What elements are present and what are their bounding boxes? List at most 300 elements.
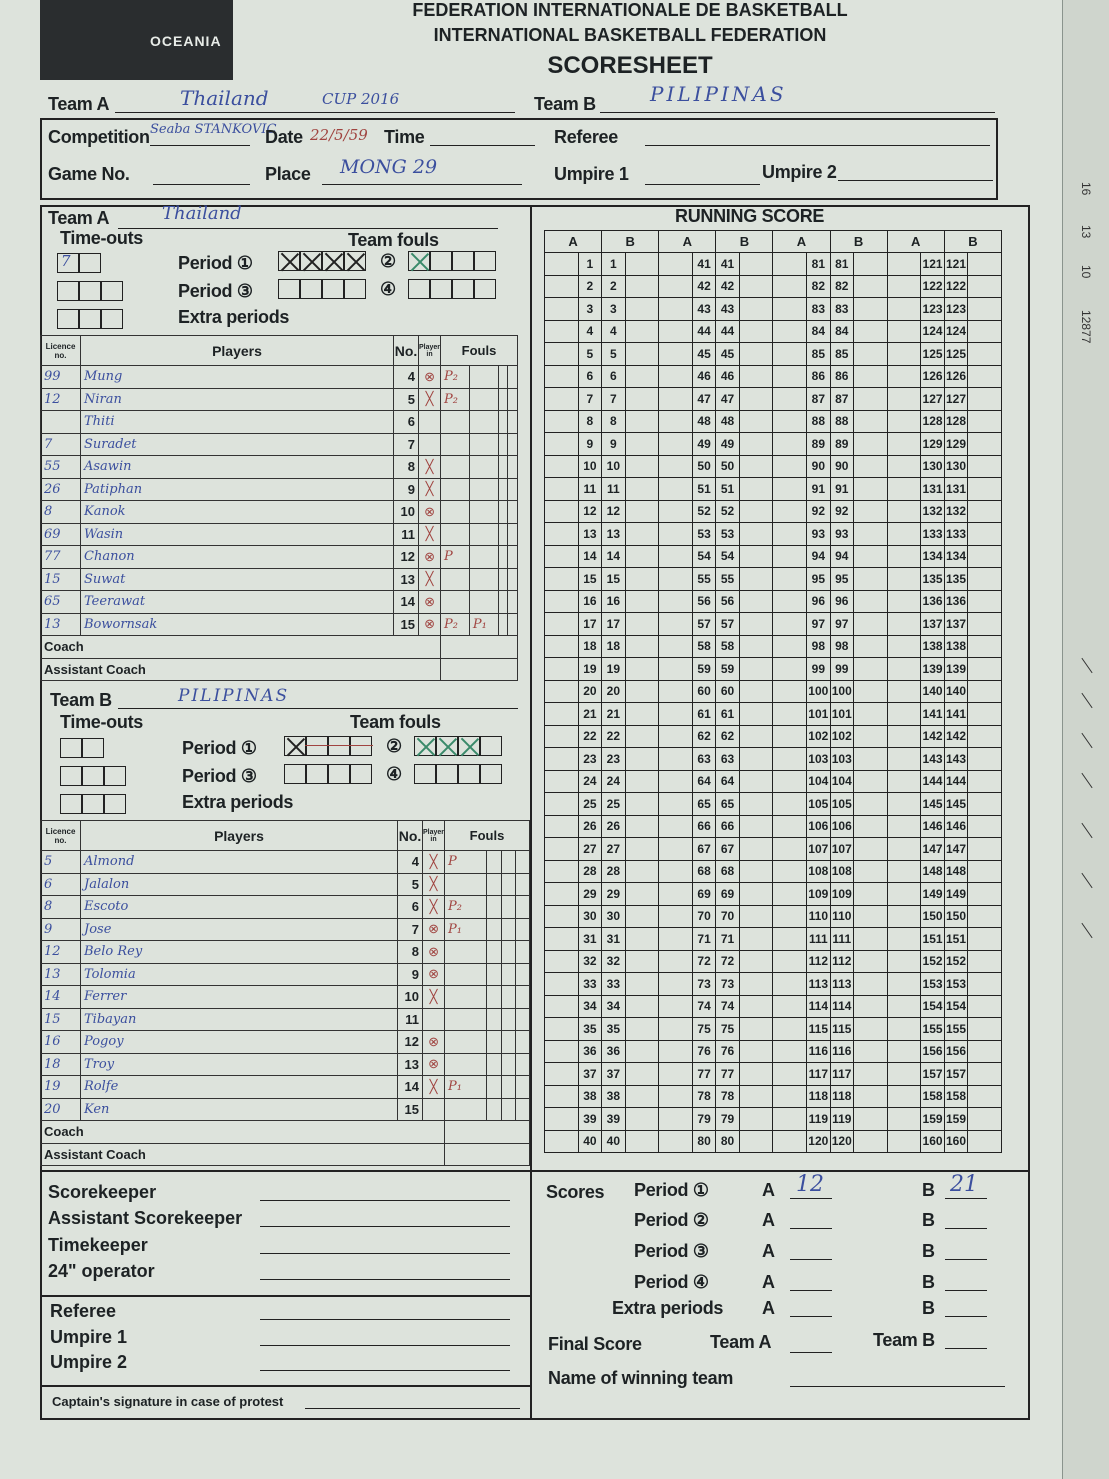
score-number-a[interactable]: 1 [578, 253, 601, 276]
score-number-b[interactable]: 129 [944, 433, 967, 456]
score-mark-a[interactable] [887, 815, 921, 838]
score-mark-a[interactable] [887, 1085, 921, 1108]
score-number-a[interactable]: 153 [921, 973, 944, 996]
score-number-b[interactable]: 120 [830, 1130, 853, 1153]
score-number-a[interactable]: 148 [921, 860, 944, 883]
score-number-a[interactable]: 127 [921, 388, 944, 411]
score-mark-b[interactable] [739, 410, 773, 433]
score-mark-a[interactable] [773, 748, 807, 771]
foul-2-cell[interactable] [487, 941, 501, 964]
score-mark-b[interactable] [968, 635, 1002, 658]
score-mark-b[interactable] [854, 680, 888, 703]
score-number-a[interactable]: 151 [921, 928, 944, 951]
score-number-b[interactable]: 124 [944, 320, 967, 343]
score-mark-b[interactable] [968, 1130, 1002, 1153]
foul-1-cell[interactable] [445, 941, 487, 964]
score-mark-b[interactable] [968, 748, 1002, 771]
score-number-a[interactable]: 50 [692, 455, 715, 478]
score-mark-b[interactable] [625, 545, 659, 568]
score-number-a[interactable]: 143 [921, 748, 944, 771]
score-mark-b[interactable] [739, 568, 773, 591]
score-number-a[interactable]: 103 [807, 748, 830, 771]
score-number-b[interactable]: 156 [944, 1040, 967, 1063]
score-mark-b[interactable] [854, 1040, 888, 1063]
score-mark-b[interactable] [625, 838, 659, 861]
team-a-foul-p1-2[interactable] [300, 251, 322, 271]
score-mark-b[interactable] [968, 568, 1002, 591]
score-mark-a[interactable] [773, 613, 807, 636]
score-number-a[interactable]: 132 [921, 500, 944, 523]
score-mark-b[interactable] [968, 658, 1002, 681]
score-mark-a[interactable] [545, 478, 579, 501]
score-mark-b[interactable] [968, 478, 1002, 501]
score-number-b[interactable]: 118 [830, 1085, 853, 1108]
score-mark-a[interactable] [773, 523, 807, 546]
score-number-b[interactable]: 51 [716, 478, 739, 501]
score-number-a[interactable]: 3 [578, 298, 601, 321]
score-number-a[interactable]: 66 [692, 815, 715, 838]
score-mark-b[interactable] [625, 568, 659, 591]
score-number-a[interactable]: 81 [807, 253, 830, 276]
score-mark-b[interactable] [625, 1130, 659, 1153]
score-mark-a[interactable] [545, 1018, 579, 1041]
score-mark-a[interactable] [659, 883, 693, 906]
score-number-a[interactable]: 126 [921, 365, 944, 388]
score-mark-b[interactable] [854, 545, 888, 568]
score-mark-a[interactable] [659, 568, 693, 591]
score-mark-b[interactable] [968, 365, 1002, 388]
score-mark-a[interactable] [887, 365, 921, 388]
score-number-a[interactable]: 136 [921, 590, 944, 613]
foul-2-cell[interactable] [487, 1008, 501, 1031]
score-number-b[interactable]: 67 [716, 838, 739, 861]
score-mark-a[interactable] [887, 905, 921, 928]
score-mark-b[interactable] [968, 320, 1002, 343]
score-number-b[interactable]: 160 [944, 1130, 967, 1153]
score-mark-b[interactable] [854, 365, 888, 388]
score-mark-b[interactable] [625, 658, 659, 681]
foul-2-cell[interactable] [469, 411, 498, 434]
score-number-a[interactable]: 35 [578, 1018, 601, 1041]
score-number-b[interactable]: 83 [830, 298, 853, 321]
player-in-cell[interactable]: ╳ [419, 478, 441, 501]
score-number-b[interactable]: 9 [602, 433, 625, 456]
team-b-foul-p2-3[interactable] [458, 736, 480, 756]
score-mark-b[interactable] [968, 838, 1002, 861]
score-number-b[interactable]: 86 [830, 365, 853, 388]
score-mark-a[interactable] [545, 343, 579, 366]
score-number-a[interactable]: 114 [807, 995, 830, 1018]
player-in-cell[interactable]: ⊗ [423, 941, 445, 964]
score-mark-b[interactable] [625, 725, 659, 748]
score-mark-b[interactable] [625, 343, 659, 366]
score-mark-b[interactable] [968, 1040, 1002, 1063]
team-a-foul-p3-1[interactable] [278, 279, 300, 299]
score-number-b[interactable]: 113 [830, 973, 853, 996]
score-mark-a[interactable] [545, 1040, 579, 1063]
score-number-b[interactable]: 65 [716, 793, 739, 816]
score-mark-b[interactable] [739, 680, 773, 703]
foul-2-cell[interactable] [487, 896, 501, 919]
score-number-a[interactable]: 68 [692, 860, 715, 883]
score-mark-a[interactable] [887, 680, 921, 703]
score-mark-a[interactable] [545, 635, 579, 658]
score-mark-b[interactable] [854, 995, 888, 1018]
score-number-b[interactable]: 98 [830, 635, 853, 658]
score-mark-b[interactable] [739, 635, 773, 658]
score-mark-b[interactable] [968, 410, 1002, 433]
score-mark-a[interactable] [773, 433, 807, 456]
score-mark-b[interactable] [968, 950, 1002, 973]
score-mark-a[interactable] [659, 793, 693, 816]
score-number-b[interactable]: 69 [716, 883, 739, 906]
score-mark-a[interactable] [545, 815, 579, 838]
score-number-a[interactable]: 112 [807, 950, 830, 973]
score-number-a[interactable]: 63 [692, 748, 715, 771]
score-mark-b[interactable] [968, 905, 1002, 928]
score-mark-b[interactable] [739, 905, 773, 928]
foul-2-cell[interactable] [487, 986, 501, 1009]
score-mark-b[interactable] [739, 1130, 773, 1153]
score-number-b[interactable]: 19 [602, 658, 625, 681]
score-number-b[interactable]: 111 [830, 928, 853, 951]
score-number-a[interactable]: 31 [578, 928, 601, 951]
team-a-foul-p3-4[interactable] [344, 279, 366, 299]
score-mark-b[interactable] [739, 388, 773, 411]
score-number-a[interactable]: 160 [921, 1130, 944, 1153]
score-mark-b[interactable] [625, 298, 659, 321]
score-number-b[interactable]: 15 [602, 568, 625, 591]
score-mark-a[interactable] [659, 320, 693, 343]
foul-4-cell[interactable] [508, 478, 518, 501]
foul-3-cell[interactable] [498, 501, 508, 524]
score-mark-a[interactable] [773, 883, 807, 906]
score-mark-a[interactable] [887, 860, 921, 883]
score-number-b[interactable]: 70 [716, 905, 739, 928]
team-a-foul-p2-1[interactable] [408, 251, 430, 271]
score-number-a[interactable]: 9 [578, 433, 601, 456]
score-number-a[interactable]: 37 [578, 1063, 601, 1086]
score-mark-b[interactable] [968, 1063, 1002, 1086]
player-in-cell[interactable]: ⊗ [423, 1053, 445, 1076]
team-b-timeout-6[interactable] [60, 794, 82, 814]
score-number-b[interactable]: 18 [602, 635, 625, 658]
score-number-b[interactable]: 16 [602, 590, 625, 613]
player-in-cell[interactable]: ⊗ [423, 918, 445, 941]
foul-4-cell[interactable] [515, 1076, 529, 1099]
score-number-a[interactable]: 52 [692, 500, 715, 523]
score-mark-a[interactable] [545, 838, 579, 861]
score-number-b[interactable]: 137 [944, 613, 967, 636]
score-mark-a[interactable] [773, 275, 807, 298]
score-number-a[interactable]: 21 [578, 703, 601, 726]
score-mark-a[interactable] [773, 478, 807, 501]
foul-3-cell[interactable] [501, 896, 515, 919]
score-number-b[interactable]: 5 [602, 343, 625, 366]
score-mark-a[interactable] [545, 793, 579, 816]
score-mark-a[interactable] [887, 388, 921, 411]
score-mark-a[interactable] [773, 950, 807, 973]
score-number-b[interactable]: 7 [602, 388, 625, 411]
score-number-b[interactable]: 20 [602, 680, 625, 703]
score-mark-b[interactable] [739, 658, 773, 681]
foul-1-cell[interactable] [441, 411, 470, 434]
score-number-a[interactable]: 110 [807, 905, 830, 928]
foul-4-cell[interactable] [515, 851, 529, 874]
score-mark-a[interactable] [659, 590, 693, 613]
foul-2-cell[interactable] [487, 918, 501, 941]
score-number-a[interactable]: 18 [578, 635, 601, 658]
player-in-cell[interactable]: ⊗ [419, 591, 441, 614]
player-in-cell[interactable] [419, 433, 441, 456]
score-number-a[interactable]: 138 [921, 635, 944, 658]
score-mark-a[interactable] [659, 748, 693, 771]
foul-1-cell[interactable] [445, 963, 487, 986]
foul-4-cell[interactable] [508, 388, 518, 411]
player-in-cell[interactable]: ╳ [419, 456, 441, 479]
score-number-b[interactable]: 104 [830, 770, 853, 793]
score-number-b[interactable]: 106 [830, 815, 853, 838]
score-mark-a[interactable] [545, 658, 579, 681]
score-mark-a[interactable] [773, 860, 807, 883]
score-number-b[interactable]: 12 [602, 500, 625, 523]
score-mark-b[interactable] [854, 388, 888, 411]
score-mark-b[interactable] [739, 365, 773, 388]
score-mark-b[interactable] [854, 433, 888, 456]
score-number-a[interactable]: 10 [578, 455, 601, 478]
score-mark-b[interactable] [739, 928, 773, 951]
score-number-b[interactable]: 92 [830, 500, 853, 523]
score-mark-a[interactable] [659, 343, 693, 366]
score-number-b[interactable]: 45 [716, 343, 739, 366]
score-mark-a[interactable] [545, 725, 579, 748]
score-number-b[interactable]: 30 [602, 905, 625, 928]
score-number-b[interactable]: 27 [602, 838, 625, 861]
score-number-a[interactable]: 44 [692, 320, 715, 343]
player-in-cell[interactable] [419, 411, 441, 434]
score-mark-b[interactable] [968, 455, 1002, 478]
foul-1-cell[interactable] [445, 1053, 487, 1076]
foul-1-cell[interactable]: P₁ [445, 918, 487, 941]
score-number-a[interactable]: 27 [578, 838, 601, 861]
score-mark-b[interactable] [739, 973, 773, 996]
score-mark-a[interactable] [773, 388, 807, 411]
score-mark-a[interactable] [887, 838, 921, 861]
foul-4-cell[interactable] [508, 568, 518, 591]
score-mark-b[interactable] [854, 883, 888, 906]
score-mark-a[interactable] [545, 523, 579, 546]
score-number-b[interactable]: 41 [716, 253, 739, 276]
foul-3-cell[interactable] [501, 1008, 515, 1031]
score-number-b[interactable]: 75 [716, 1018, 739, 1041]
score-mark-a[interactable] [545, 365, 579, 388]
score-number-b[interactable]: 72 [716, 950, 739, 973]
score-mark-a[interactable] [887, 500, 921, 523]
score-number-a[interactable]: 15 [578, 568, 601, 591]
score-mark-a[interactable] [773, 770, 807, 793]
score-number-b[interactable]: 59 [716, 658, 739, 681]
score-mark-b[interactable] [968, 973, 1002, 996]
foul-1-cell[interactable]: P [445, 851, 487, 874]
score-mark-a[interactable] [659, 613, 693, 636]
score-mark-b[interactable] [739, 500, 773, 523]
team-a-timeout-4[interactable] [79, 281, 101, 301]
score-mark-a[interactable] [887, 950, 921, 973]
team-a-foul-p2-3[interactable] [452, 251, 474, 271]
score-number-b[interactable]: 40 [602, 1130, 625, 1153]
score-mark-b[interactable] [739, 995, 773, 1018]
foul-2-cell[interactable] [469, 433, 498, 456]
score-number-b[interactable]: 159 [944, 1108, 967, 1131]
team-a-foul-p4-2[interactable] [430, 279, 452, 299]
score-mark-b[interactable] [625, 748, 659, 771]
score-number-b[interactable]: 60 [716, 680, 739, 703]
score-mark-b[interactable] [968, 725, 1002, 748]
team-b-timeout-4[interactable] [82, 766, 104, 786]
score-number-a[interactable]: 62 [692, 725, 715, 748]
score-mark-a[interactable] [773, 1130, 807, 1153]
score-mark-a[interactable] [545, 1063, 579, 1086]
score-number-a[interactable]: 141 [921, 703, 944, 726]
score-number-a[interactable]: 26 [578, 815, 601, 838]
score-number-b[interactable]: 126 [944, 365, 967, 388]
score-number-b[interactable]: 128 [944, 410, 967, 433]
score-number-a[interactable]: 83 [807, 298, 830, 321]
score-number-b[interactable]: 71 [716, 928, 739, 951]
score-mark-a[interactable] [659, 1085, 693, 1108]
score-number-b[interactable]: 138 [944, 635, 967, 658]
score-number-b[interactable]: 54 [716, 545, 739, 568]
score-mark-a[interactable] [887, 703, 921, 726]
score-mark-b[interactable] [854, 748, 888, 771]
score-number-b[interactable]: 157 [944, 1063, 967, 1086]
player-in-cell[interactable] [423, 1098, 445, 1121]
score-mark-a[interactable] [773, 995, 807, 1018]
score-mark-b[interactable] [625, 973, 659, 996]
team-a-timeout-7[interactable] [79, 309, 101, 329]
score-number-b[interactable]: 35 [602, 1018, 625, 1041]
team-b-foul-p3-1[interactable] [284, 764, 306, 784]
score-mark-b[interactable] [739, 523, 773, 546]
score-number-a[interactable]: 75 [692, 1018, 715, 1041]
score-mark-b[interactable] [968, 793, 1002, 816]
score-mark-b[interactable] [739, 1108, 773, 1131]
team-a-timeout-5[interactable] [101, 281, 123, 301]
score-number-a[interactable]: 67 [692, 838, 715, 861]
player-in-cell[interactable]: ╳ [423, 851, 445, 874]
foul-4-cell[interactable] [515, 963, 529, 986]
score-mark-a[interactable] [545, 883, 579, 906]
foul-1-cell[interactable] [445, 873, 487, 896]
player-in-cell[interactable]: ╳ [423, 986, 445, 1009]
score-mark-b[interactable] [739, 1040, 773, 1063]
foul-1-cell[interactable] [441, 523, 470, 546]
score-mark-b[interactable] [739, 275, 773, 298]
score-mark-b[interactable] [625, 1018, 659, 1041]
score-mark-b[interactable] [739, 455, 773, 478]
score-mark-b[interactable] [854, 590, 888, 613]
team-b-timeout-8[interactable] [104, 794, 126, 814]
foul-4-cell[interactable] [515, 896, 529, 919]
team-a-foul-p4-3[interactable] [452, 279, 474, 299]
score-mark-a[interactable] [887, 523, 921, 546]
score-mark-b[interactable] [625, 433, 659, 456]
player-in-cell[interactable]: ⊗ [419, 501, 441, 524]
score-mark-b[interactable] [968, 928, 1002, 951]
score-number-a[interactable]: 89 [807, 433, 830, 456]
score-mark-a[interactable] [773, 320, 807, 343]
team-b-foul-p3-2[interactable] [306, 764, 328, 784]
score-number-b[interactable]: 68 [716, 860, 739, 883]
score-mark-b[interactable] [854, 950, 888, 973]
score-mark-b[interactable] [854, 838, 888, 861]
score-mark-b[interactable] [968, 815, 1002, 838]
score-mark-b[interactable] [739, 748, 773, 771]
score-mark-a[interactable] [773, 455, 807, 478]
score-number-b[interactable]: 21 [602, 703, 625, 726]
foul-2-cell[interactable] [487, 963, 501, 986]
score-mark-a[interactable] [545, 545, 579, 568]
score-number-a[interactable]: 12 [578, 500, 601, 523]
score-number-b[interactable]: 26 [602, 815, 625, 838]
score-number-b[interactable]: 145 [944, 793, 967, 816]
score-number-a[interactable]: 119 [807, 1108, 830, 1131]
score-mark-a[interactable] [773, 838, 807, 861]
score-number-a[interactable]: 64 [692, 770, 715, 793]
foul-2-cell[interactable] [469, 546, 498, 569]
team-b-foul-p2-2[interactable] [436, 736, 458, 756]
score-mark-b[interactable] [625, 410, 659, 433]
score-mark-a[interactable] [545, 455, 579, 478]
score-number-a[interactable]: 17 [578, 613, 601, 636]
score-number-a[interactable]: 159 [921, 1108, 944, 1131]
score-mark-a[interactable] [887, 478, 921, 501]
score-number-a[interactable]: 156 [921, 1040, 944, 1063]
score-number-a[interactable]: 74 [692, 995, 715, 1018]
score-mark-b[interactable] [968, 275, 1002, 298]
score-number-b[interactable]: 103 [830, 748, 853, 771]
score-number-b[interactable]: 80 [716, 1130, 739, 1153]
score-mark-b[interactable] [968, 995, 1002, 1018]
score-number-b[interactable]: 1 [602, 253, 625, 276]
score-mark-b[interactable] [625, 253, 659, 276]
score-number-b[interactable]: 24 [602, 770, 625, 793]
score-mark-a[interactable] [659, 253, 693, 276]
score-mark-a[interactable] [887, 433, 921, 456]
score-mark-b[interactable] [854, 500, 888, 523]
score-mark-b[interactable] [968, 860, 1002, 883]
score-number-b[interactable]: 132 [944, 500, 967, 523]
score-number-a[interactable]: 59 [692, 658, 715, 681]
foul-3-cell[interactable] [498, 411, 508, 434]
score-mark-b[interactable] [854, 658, 888, 681]
score-number-b[interactable]: 88 [830, 410, 853, 433]
foul-2-cell[interactable] [487, 851, 501, 874]
score-number-a[interactable]: 25 [578, 793, 601, 816]
score-number-a[interactable]: 19 [578, 658, 601, 681]
score-mark-a[interactable] [887, 1040, 921, 1063]
score-number-a[interactable]: 97 [807, 613, 830, 636]
score-mark-a[interactable] [773, 973, 807, 996]
score-mark-a[interactable] [545, 860, 579, 883]
foul-3-cell[interactable] [498, 388, 508, 411]
score-number-a[interactable]: 100 [807, 680, 830, 703]
score-mark-a[interactable] [545, 1085, 579, 1108]
score-number-b[interactable]: 158 [944, 1085, 967, 1108]
score-number-a[interactable]: 4 [578, 320, 601, 343]
score-number-b[interactable]: 78 [716, 1085, 739, 1108]
score-number-b[interactable]: 151 [944, 928, 967, 951]
